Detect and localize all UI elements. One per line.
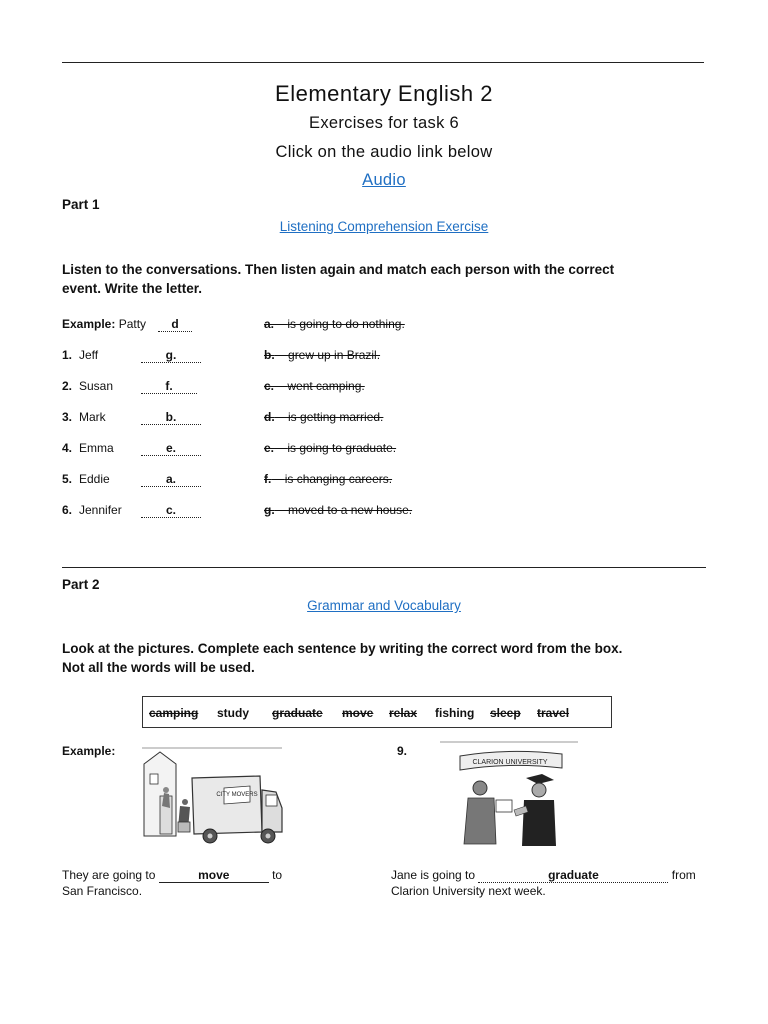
sentence-text: Jane is going to: [391, 868, 476, 882]
event-letter: a.: [264, 317, 275, 331]
person-name: Jennifer: [79, 503, 122, 517]
row-number: 2.: [62, 379, 73, 393]
question-9-sentence-line2: Clarion University next week.: [391, 884, 546, 898]
word-bank-item: relax: [389, 706, 418, 720]
university-banner: CLARION UNIVERSITY: [472, 759, 548, 766]
answer-field[interactable]: f.: [141, 380, 197, 394]
event-letter: c.: [264, 379, 275, 393]
answer-field[interactable]: e.: [141, 442, 201, 456]
top-rule: [62, 62, 704, 63]
person-row: [62, 348, 99, 362]
person-row: [62, 441, 114, 455]
event-text: grew up in Brazil.: [288, 348, 381, 362]
sentence-text: from: [671, 868, 696, 882]
part1-instructions-line1: Listen to the conversations. Then listen again and match each person with the correct: [62, 262, 615, 277]
person-row: [62, 379, 114, 393]
event-item: [264, 472, 392, 486]
event-item: [264, 441, 396, 455]
event-text: moved to a new house.: [288, 503, 413, 517]
person-name: Mark: [79, 410, 106, 424]
example-sentence: [62, 868, 282, 883]
row-number: 6.: [62, 503, 73, 517]
event-text: is going to graduate.: [287, 441, 397, 455]
example-sentence-line2: San Francisco.: [62, 884, 143, 898]
word-bank-item: move: [342, 706, 374, 720]
word-bank-item: graduate: [272, 706, 323, 720]
event-item: [264, 348, 380, 362]
event-item: [264, 317, 405, 331]
audio-instruction: Click on the audio link below: [275, 143, 493, 161]
listening-link[interactable]: Listening Comprehension Exercise: [279, 219, 489, 234]
question-9-sentence: [391, 868, 696, 883]
part2-heading: Part 2: [62, 577, 100, 592]
person-name: Susan: [79, 379, 114, 393]
question-9-answer[interactable]: graduate: [478, 869, 668, 883]
answer-field[interactable]: g.: [141, 349, 201, 363]
part2-instructions-line2: Not all the words will be used.: [62, 660, 255, 675]
person-row: [62, 503, 122, 517]
event-letter: f.: [264, 472, 272, 486]
event-text: is getting married.: [288, 410, 384, 424]
example-label: Example:: [62, 317, 116, 331]
word-bank-item: travel: [537, 706, 570, 720]
event-letter: b.: [264, 348, 275, 362]
row-number: 3.: [62, 410, 73, 424]
part1-heading: Part 1: [62, 197, 100, 212]
word-bank-item: fishing: [435, 706, 475, 720]
example-name: Patty: [118, 317, 147, 331]
person-name: Eddie: [79, 472, 110, 486]
part2-example-label: Example:: [62, 744, 116, 758]
person-row: [62, 472, 110, 486]
event-letter: g.: [264, 503, 275, 517]
answer-field[interactable]: a.: [141, 473, 201, 487]
sentence-text: to: [272, 868, 283, 882]
example-row: [62, 317, 146, 331]
part1-instructions-line2: event. Write the letter.: [62, 281, 203, 296]
audio-link[interactable]: Audio: [362, 171, 406, 189]
event-letter: d.: [264, 410, 275, 424]
person-row: [62, 410, 106, 424]
part2-instructions-line1: Look at the pictures. Complete each sentence by writing the correct word from the box.: [62, 641, 623, 656]
word-box: [142, 696, 612, 728]
answer-field[interactable]: c.: [141, 504, 201, 518]
event-text: went camping.: [287, 379, 365, 393]
example-answer: d: [158, 318, 192, 332]
answer-field[interactable]: b.: [141, 411, 201, 425]
sentence-text: They are going to: [62, 868, 156, 882]
word-bank-item: study: [217, 706, 250, 720]
example-blank: move: [159, 869, 269, 883]
graduation-illustration: [438, 740, 580, 852]
word-bank-item: sleep: [490, 706, 521, 720]
event-letter: e.: [264, 441, 275, 455]
question-9-label: 9.: [397, 744, 408, 758]
event-item: [264, 503, 412, 517]
row-number: 4.: [62, 441, 73, 455]
page-title: Elementary English 2: [275, 81, 493, 106]
moving-truck-illustration: [142, 746, 287, 854]
word-bank-item: camping: [149, 706, 199, 720]
subtitle: Exercises for task 6: [309, 114, 459, 132]
section-divider: [62, 567, 706, 568]
event-text: is changing careers.: [284, 472, 393, 486]
truck-sign: CITY MOVERS: [216, 792, 258, 798]
row-number: 5.: [62, 472, 73, 486]
event-text: is going to do nothing.: [287, 317, 405, 331]
person-name: Jeff: [79, 348, 99, 362]
grammar-link[interactable]: Grammar and Vocabulary: [307, 598, 461, 613]
event-item: [264, 379, 365, 393]
person-name: Emma: [79, 441, 114, 455]
event-item: [264, 410, 383, 424]
row-number: 1.: [62, 348, 73, 362]
